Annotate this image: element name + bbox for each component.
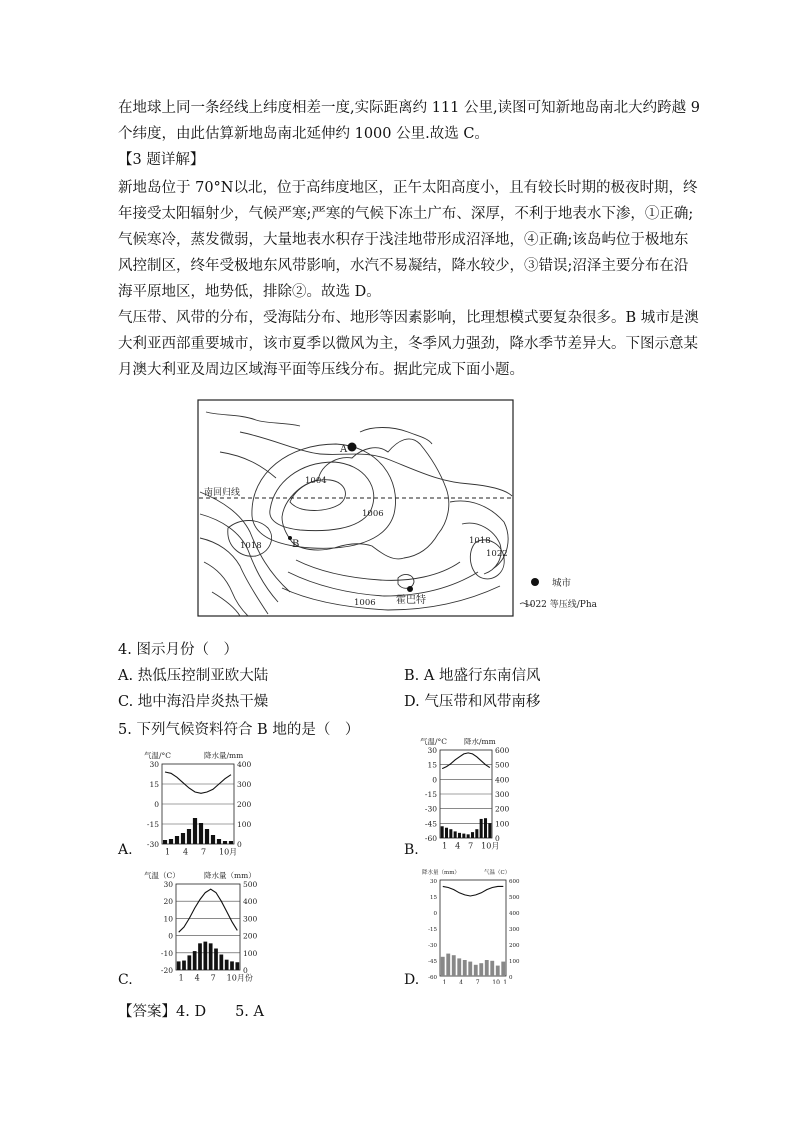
climo-b-precip-tick-5: 100 — [495, 819, 510, 829]
q4-option-d: D. 气压带和风带南移 — [404, 694, 541, 710]
climo-d-precip-tick-1: 500 — [509, 895, 520, 901]
climo-a-bar-4 — [181, 833, 185, 844]
point-a-label: A — [340, 444, 348, 455]
climo-b-precip-tick-0: 600 — [495, 746, 510, 755]
detail-heading: 【3 题详解】 — [118, 152, 205, 168]
climo-a-temp-tick-2: 0 — [154, 800, 159, 809]
climo-b-temp-tick-5: -45 — [424, 819, 437, 829]
climo-d-bar-5 — [463, 960, 467, 976]
climo-b-bar-6 — [462, 834, 465, 838]
climo-c-bar-9 — [219, 955, 223, 970]
q5-stem: 5. 下列气候资料符合 B 地的是（ ） — [118, 722, 360, 738]
iso-label-1006a: 1006 — [362, 509, 384, 519]
climo-c-x-label-0: 1 — [178, 973, 184, 983]
climo-c-bar-5 — [198, 943, 202, 970]
climo-c-x-label-1: 4 — [194, 973, 200, 983]
climo-a-bar-10 — [217, 839, 221, 844]
climo-a-x-label-3: 10月 — [219, 847, 238, 857]
legend-city-label: 城市 — [552, 578, 572, 589]
climo-a-bar-1 — [163, 840, 167, 844]
climo-c-temp-curve — [179, 889, 238, 932]
paragraph-2-line-2: 年接受太阳辐射少，气候严寒;严寒的气候下冻土广布、深厚，不利于地表水下渗，①正确; — [118, 206, 694, 222]
climo-a-bar-5 — [187, 829, 191, 844]
climo-c-temp-tick-5: -20 — [160, 966, 173, 975]
q5-option-a-letter: A. — [118, 842, 133, 858]
climo-d-temp-tick-4: -30 — [428, 943, 437, 949]
paragraph-3-line-2: 大利亚西部重要城市，该市夏季以微风为主，冬季风力强劲，降水季节差异大。下图示意某 — [118, 336, 698, 352]
climo-a-precip-tick-0: 400 — [237, 760, 252, 769]
climo-c-bar-4 — [193, 951, 197, 970]
climo-b-precip-tick-6: 0 — [495, 834, 500, 843]
climo-d-bar-1 — [441, 957, 445, 976]
climo-b-bar-5 — [458, 833, 461, 838]
climo-d-x-label-0: 1 — [442, 979, 447, 984]
climo-d-precip-tick-5: 100 — [509, 959, 520, 965]
answer-line: 【答案】4. D 5. A — [118, 1004, 264, 1020]
legend-city-icon — [531, 578, 539, 586]
climo-c-bar-6 — [203, 942, 207, 970]
climo-d-bar-10 — [490, 961, 494, 976]
point-a-marker — [348, 443, 357, 452]
climo-d-bar-11 — [496, 966, 500, 976]
climo-c-bar-3 — [187, 955, 191, 970]
climo-c-left-title: 气温（C） — [144, 871, 180, 880]
climo-a-precip-tick-1: 300 — [237, 780, 252, 789]
climo-c-temp-tick-2: 10 — [163, 914, 173, 924]
climo-b-left-title: 气温/°C — [420, 738, 448, 746]
climo-a-bar-3 — [175, 836, 179, 844]
climo-c-x-label-3: 10月份 — [226, 973, 253, 983]
isobar-map — [0, 392, 794, 632]
paragraph-2-line-4: 风控制区，终年受极地东风带影响，水汽不易凝结，降水较少，③错误;沼泽主要分布在沿 — [118, 258, 689, 274]
climo-d-bar-7 — [474, 965, 478, 976]
climo-a-bar-11 — [223, 841, 227, 844]
climo-d-bar-2 — [446, 954, 450, 976]
climo-b-temp-tick-2: 0 — [432, 775, 437, 785]
climo-b-temp-tick-6: -60 — [424, 834, 437, 843]
climo-d-precip-tick-4: 200 — [509, 943, 520, 949]
climo-c-precip-tick-4: 100 — [243, 948, 258, 958]
climo-b-bar-4 — [454, 831, 457, 838]
climo-b-precip-tick-3: 300 — [495, 790, 510, 799]
q5-option-b-letter: B. — [404, 842, 419, 858]
climo-b-x-label-2: 7 — [468, 841, 474, 851]
iso-label-1018b: 1018 — [469, 536, 491, 546]
climo-c-bar-12 — [235, 962, 239, 970]
climo-a-precip-tick-2: 200 — [237, 800, 252, 809]
climo-d-precip-tick-6: 0 — [509, 975, 513, 981]
climo-d-temp-tick-6: -60 — [428, 975, 437, 981]
climo-d-bar-3 — [452, 955, 456, 976]
climo-a-bar-2 — [169, 839, 173, 844]
climo-d-left-title: 降水量（mm） — [422, 870, 460, 876]
climograph-c — [140, 864, 300, 986]
q4-option-b: B. A 地盛行东南信风 — [404, 668, 541, 684]
climo-a-precip-tick-4: 0 — [237, 840, 242, 849]
climo-d-precip-tick-0: 600 — [509, 879, 520, 885]
climo-c-bar-8 — [214, 949, 218, 971]
climo-d-temp-tick-1: 15 — [430, 895, 437, 901]
climo-c-bar-10 — [225, 960, 229, 970]
climo-d-bar-8 — [479, 963, 483, 976]
climo-c-bar-2 — [182, 961, 186, 970]
climo-b-x-label-1: 4 — [455, 841, 461, 851]
climo-d-bar-9 — [485, 960, 489, 976]
climo-c-frame — [176, 884, 240, 970]
climo-d-right-title: 气温（C） — [484, 870, 511, 876]
climo-a-bar-9 — [211, 835, 215, 844]
hobart-label: 霍巴特 — [396, 595, 426, 606]
climo-c-temp-tick-0: 30 — [163, 880, 173, 889]
iso-label-1004: 1004 — [305, 476, 327, 486]
climo-c-precip-tick-2: 300 — [243, 914, 258, 924]
climo-b-bar-9 — [475, 829, 478, 838]
climo-d-x-label-1: 4 — [459, 979, 464, 984]
climo-b-bar-1 — [441, 826, 444, 838]
climo-c-precip-tick-5: 0 — [243, 966, 248, 975]
climo-b-temp-tick-4: -30 — [424, 804, 437, 814]
climo-d-precip-tick-2: 400 — [509, 911, 520, 917]
climo-a-temp-curve — [165, 772, 231, 793]
climo-c-bar-7 — [209, 943, 213, 970]
climo-b-temp-tick-1: 15 — [427, 760, 437, 770]
climo-d-bar-6 — [468, 962, 472, 976]
climo-a-x-label-0: 1 — [165, 847, 171, 857]
hobart-marker — [407, 586, 413, 592]
climo-b-bar-7 — [467, 834, 470, 838]
legend-isobar-label: 1022 等压线/Pha — [524, 600, 598, 610]
tropic-label: 南回归线 — [204, 488, 241, 498]
climo-a-bar-12 — [229, 841, 233, 844]
point-b-label: B — [292, 539, 300, 550]
q4-option-a: A. 热低压控制亚欧大陆 — [118, 668, 269, 684]
climo-a-bar-8 — [205, 829, 209, 844]
climo-b-precip-tick-4: 200 — [495, 804, 510, 814]
climo-a-precip-tick-3: 100 — [237, 820, 252, 829]
climo-d-x-label-4: 1 — [503, 979, 508, 984]
climo-c-precip-tick-1: 400 — [243, 897, 258, 907]
climograph-b — [416, 738, 556, 858]
climo-d-temp-tick-0: 30 — [430, 879, 437, 885]
climo-b-bar-11 — [484, 818, 487, 838]
climo-d-bar-12 — [501, 962, 505, 976]
climograph-d — [420, 864, 530, 984]
climo-b-temp-curve — [442, 753, 490, 769]
climo-a-temp-tick-3: -15 — [146, 820, 159, 829]
climo-a-bar-6 — [193, 818, 197, 844]
climo-a-right-title: 降水量/mm — [204, 751, 244, 760]
climo-b-bar-12 — [488, 823, 491, 838]
climo-c-x-label-2: 7 — [210, 973, 216, 983]
iso-label-1022: 1022 — [486, 549, 508, 559]
climo-d-bar-4 — [457, 958, 461, 976]
paragraph-3-line-3: 月澳大利亚及周边区域海平面等压线分布。据此完成下面小题。 — [118, 362, 524, 378]
climo-b-precip-tick-1: 500 — [495, 760, 510, 770]
climo-b-bar-3 — [449, 829, 452, 838]
climo-b-bar-8 — [471, 832, 474, 838]
climograph-a — [138, 738, 278, 858]
climo-d-temp-tick-5: -45 — [428, 959, 437, 965]
climo-a-left-title: 气温/°C — [144, 751, 172, 760]
climo-c-temp-tick-3: 0 — [168, 931, 173, 941]
climo-b-right-title: 降水/mm — [464, 738, 496, 746]
climo-d-temp-tick-2: 0 — [433, 911, 437, 917]
climo-a-x-label-1: 4 — [183, 847, 189, 857]
climo-b-bar-2 — [445, 828, 448, 838]
q4-option-c: C. 地中海沿岸炎热干燥 — [118, 694, 269, 710]
iso-label-1006b: 1006 — [354, 598, 376, 608]
climo-a-bar-7 — [199, 823, 203, 844]
iso-label-1018a: 1018 — [240, 541, 262, 551]
climo-c-bar-1 — [177, 961, 181, 970]
climo-c-precip-tick-3: 200 — [243, 931, 258, 941]
paragraph-1-line-2: 个纬度，由此估算新地岛南北延伸约 1000 公里.故选 C。 — [118, 126, 489, 142]
climo-d-x-label-2: 7 — [475, 979, 480, 984]
paragraph-1-line-1: 在地球上同一条经线上纬度相差一度,实际距离约 111 公里,读图可知新地岛南北大约跨越 9 — [118, 100, 700, 116]
paragraph-2-line-1: 新地岛位于 70°N以北，位于高纬度地区，正午太阳高度小，且有较长时期的极夜时期，终 — [118, 180, 698, 196]
climo-c-precip-tick-0: 500 — [243, 880, 258, 889]
climo-d-temp-tick-3: -15 — [428, 927, 437, 933]
climo-b-precip-tick-2: 400 — [495, 775, 510, 785]
climo-c-right-title: 降水量（mm） — [204, 871, 256, 880]
q5-option-d-letter: D. — [404, 972, 420, 988]
climo-d-x-label-3: 10 — [492, 979, 500, 984]
map-frame — [198, 400, 513, 616]
q5-option-c-letter: C. — [118, 972, 133, 988]
paragraph-2-line-5: 海平原地区，地势低，排除②。故选 D。 — [118, 284, 381, 300]
climo-d-precip-tick-3: 300 — [509, 927, 520, 933]
climo-a-temp-tick-4: -30 — [146, 840, 159, 849]
climo-a-temp-tick-0: 30 — [149, 760, 159, 769]
climo-d-temp-curve — [443, 886, 504, 896]
climo-b-x-label-3: 10月 — [481, 841, 500, 851]
climo-c-bar-11 — [230, 961, 234, 970]
climo-b-temp-tick-0: 30 — [427, 746, 437, 755]
climo-b-x-label-0: 1 — [442, 841, 448, 851]
climo-a-temp-tick-1: 15 — [149, 780, 159, 789]
climo-c-temp-tick-1: 20 — [163, 897, 173, 907]
paragraph-2-line-3: 气候寒冷，蒸发微弱，大量地表水积存于浅洼地带形成沼泽地，④正确;该岛屿位于极地东 — [118, 232, 689, 248]
climo-c-temp-tick-4: -10 — [160, 948, 173, 958]
paragraph-3-line-1: 气压带、风带的分布，受海陆分布、地形等因素影响，比理想模式要复杂很多。B 城市是澳 — [118, 310, 699, 326]
climo-a-x-label-2: 7 — [201, 847, 207, 857]
climo-b-bar-10 — [480, 819, 483, 838]
climo-b-temp-tick-3: -15 — [424, 790, 437, 799]
q4-stem: 4. 图示月份（ ） — [118, 642, 238, 658]
